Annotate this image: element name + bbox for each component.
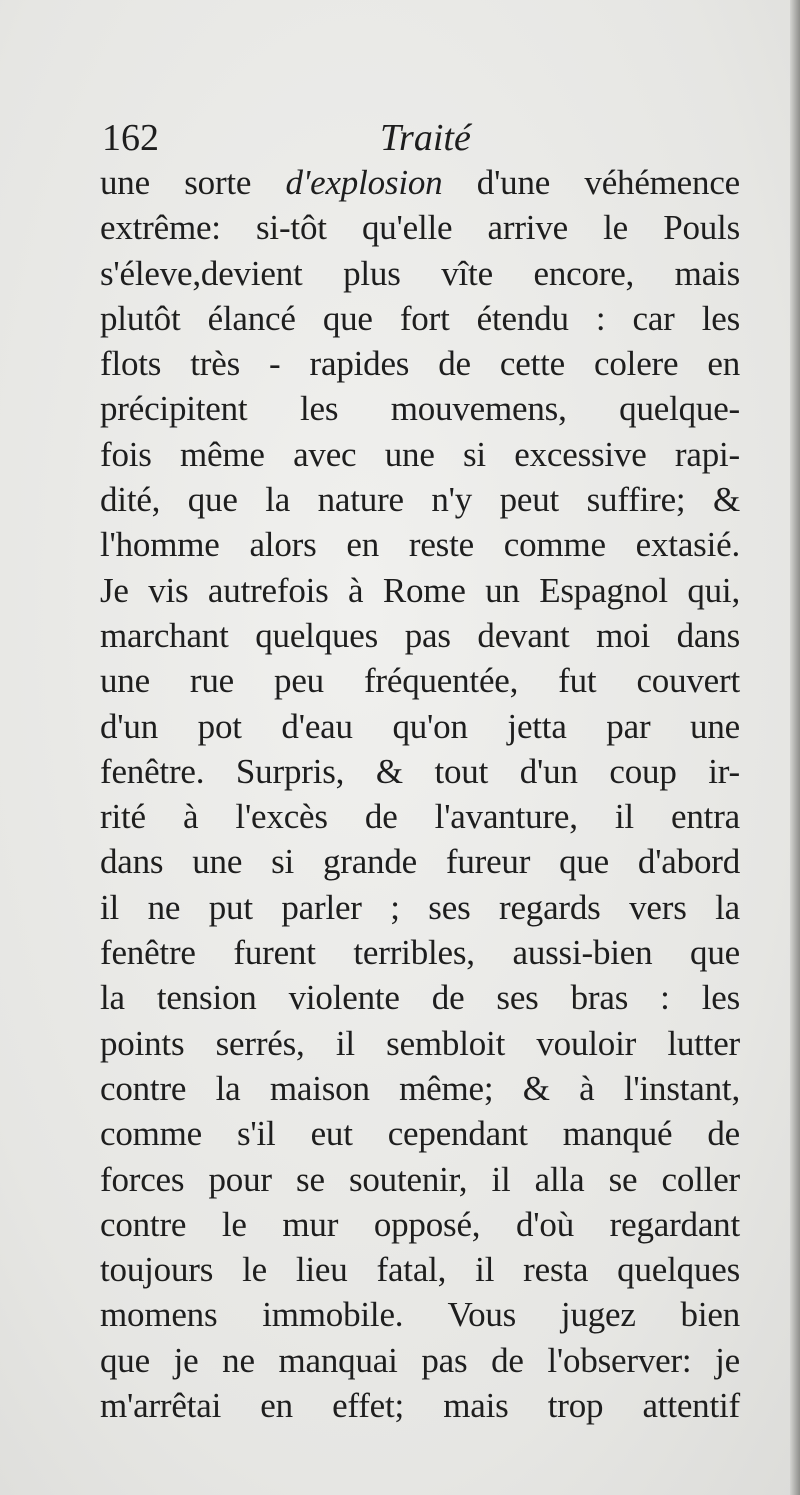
text-line: Je vis autrefois à Rome un Espagnol qui, bbox=[100, 570, 740, 610]
text-line: d'un pot d'eau qu'on jetta par une bbox=[100, 706, 740, 746]
text-line: contre le mur opposé, d'où regardant bbox=[100, 1204, 740, 1244]
text-line: précipitent les mouvemens, quelque- bbox=[100, 389, 740, 429]
text-line bbox=[100, 160, 740, 205]
text-line: l'homme alors en reste comme extasié. bbox=[100, 525, 740, 565]
text-line: fenêtre furent terribles, aussi-bien que bbox=[100, 933, 740, 973]
text-line: points serrés, il sembloit vouloir lutter bbox=[100, 1023, 740, 1063]
page-number: 162 bbox=[102, 117, 159, 159]
text-line: s'éleve,devient plus vîte encore, mais bbox=[100, 253, 740, 293]
text-line: flots très - rapides de cette colere en bbox=[100, 344, 740, 384]
text-line: fois même avec une si excessive rapi- bbox=[100, 434, 740, 474]
page-header bbox=[100, 112, 740, 164]
text-line: forces pour se soutenir, il alla se coller bbox=[100, 1159, 740, 1199]
text-line: fenêtre. Surpris, & tout d'un coup ir- bbox=[100, 751, 740, 791]
text-fragment: une sorte bbox=[100, 163, 286, 202]
text-line: une rue peu fréquentée, fut couvert bbox=[100, 661, 740, 701]
text-line: que je ne manquai pas de l'observer: je bbox=[100, 1340, 740, 1380]
text-line: momens immobile. Vous jugez bien bbox=[100, 1295, 740, 1335]
running-head: Traité bbox=[380, 117, 471, 159]
text-line: marchant quelques pas devant moi dans bbox=[100, 615, 740, 655]
text-line: la tension violente de ses bras : les bbox=[100, 978, 740, 1018]
text-line: comme s'il eut cependant manqué de bbox=[100, 1114, 740, 1154]
text-line: il ne put parler ; ses regards vers la bbox=[100, 887, 740, 927]
text-line: rité à l'excès de l'avanture, il entra bbox=[100, 797, 740, 837]
text-line: extrême: si-tôt qu'elle arrive le Pouls bbox=[100, 208, 740, 248]
page-edge-shadow bbox=[790, 0, 800, 1495]
text-line: dité, que la nature n'y peut suffire; & bbox=[100, 480, 740, 520]
text-fragment: d'une véhémence bbox=[442, 163, 740, 202]
emphasized-word: d'explosion bbox=[285, 163, 443, 202]
text-line: dans une si grande fureur que d'abord bbox=[100, 842, 740, 882]
text-line: plutôt élancé que fort étendu : car les bbox=[100, 298, 740, 338]
body-text bbox=[100, 160, 740, 1428]
text-line: m'arrêtai en effet; mais trop attentif bbox=[100, 1386, 740, 1426]
text-line: contre la maison même; & à l'instant, bbox=[100, 1068, 740, 1108]
text-line: toujours le lieu fatal, il resta quelques bbox=[100, 1250, 740, 1290]
